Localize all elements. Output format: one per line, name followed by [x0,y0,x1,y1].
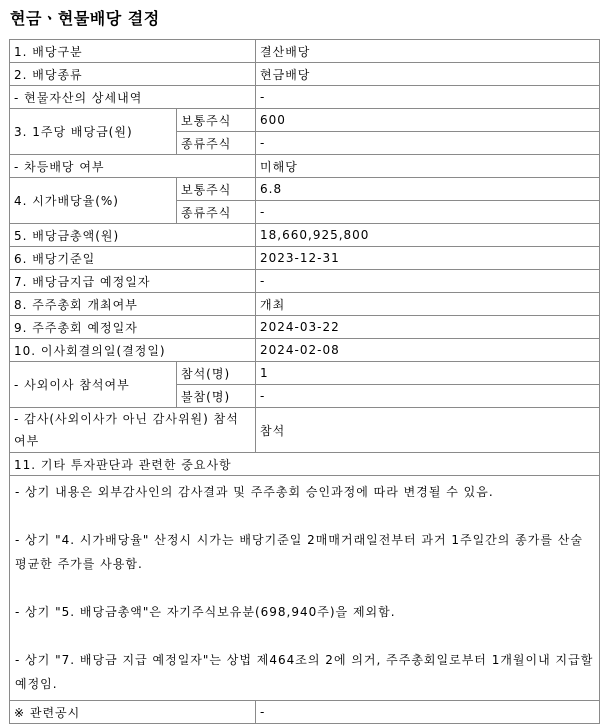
table-row [10,701,600,724]
row-label: 3. 1주당 배당금(원) [10,109,177,155]
note-item: - 상기 "5. 배당금총액"은 자기주식보유분(698,940주)을 제외함. [15,605,396,619]
disclosure-table [9,39,600,724]
note-item: - 상기 "7. 배당금 지급 예정일자"는 상법 제464조의 2에 의거, 주주총회일로부터 1개월이내 지급할 예정임. [15,653,594,691]
row-value: 2024-02-08 [256,339,600,362]
row-label: ※ 관련공시 [10,701,256,724]
row-value: - [256,132,600,155]
row-label: 5. 배당금총액(원) [10,224,256,247]
sub-label: 보통주식 [177,109,256,132]
sub-label: 보통주식 [177,178,256,201]
row-value: 1 [256,362,600,385]
row-label: 1. 배당구분 [10,40,256,63]
sub-label: 불참(명) [177,385,256,408]
table-row [10,247,600,270]
row-label: 10. 이사회결의일(결정일) [10,339,256,362]
table-row [10,476,600,701]
table-row [10,40,600,63]
row-value: 2023-12-31 [256,247,600,270]
row-value: 600 [256,109,600,132]
sub-label: 종류주식 [177,201,256,224]
row-value: - [256,385,600,408]
row-value: 참석 [256,408,600,453]
row-label: 2. 배당종류 [10,63,256,86]
row-label: 7. 배당금지급 예정일자 [10,270,256,293]
table-row [10,86,600,109]
row-label: 9. 주주총회 예정일자 [10,316,256,339]
table-row [10,178,600,201]
table-row [10,270,600,293]
table-row [10,63,600,86]
table-row [10,453,600,476]
row-label: 8. 주주총회 개최여부 [10,293,256,316]
row-label: 11. 기타 투자판단과 관련한 중요사항 [10,453,600,476]
table-row [10,224,600,247]
row-label: 4. 시가배당율(%) [10,178,177,224]
page-title: 현금ㆍ현물배당 결정 [10,9,160,28]
row-value: - [256,86,600,109]
row-value: 현금배당 [256,63,600,86]
row-label: - 감사(사외이사가 아닌 감사위원) 참석여부 [10,408,256,453]
table-row [10,293,600,316]
notes-cell [10,476,600,701]
sub-label: 종류주식 [177,132,256,155]
row-label: - 사외이사 참석여부 [10,362,177,408]
row-value: - [256,270,600,293]
row-value: 2024-03-22 [256,316,600,339]
sub-label: 참석(명) [177,362,256,385]
row-value: - [256,201,600,224]
note-item: - 상기 내용은 외부감사인의 감사결과 및 주주총회 승인과정에 따라 변경될 수 있음. [15,485,494,499]
row-value: 6.8 [256,178,600,201]
row-value: 결산배당 [256,40,600,63]
row-value: 개최 [256,293,600,316]
row-value: 18,660,925,800 [256,224,600,247]
row-value: - [256,701,600,724]
row-label: - 현물자산의 상세내역 [10,86,256,109]
row-label: 6. 배당기준일 [10,247,256,270]
table-row [10,408,600,453]
table-row [10,109,600,132]
table-row [10,339,600,362]
table-row [10,155,600,178]
table-row [10,316,600,339]
row-label: - 차등배당 여부 [10,155,256,178]
row-value: 미해당 [256,155,600,178]
table-row [10,362,600,385]
note-item: - 상기 "4. 시가배당율" 산정시 시가는 배당기준일 2매매거래일전부터 과거 1주일간의 종가를 산술평균한 주가를 사용함. [15,533,583,571]
